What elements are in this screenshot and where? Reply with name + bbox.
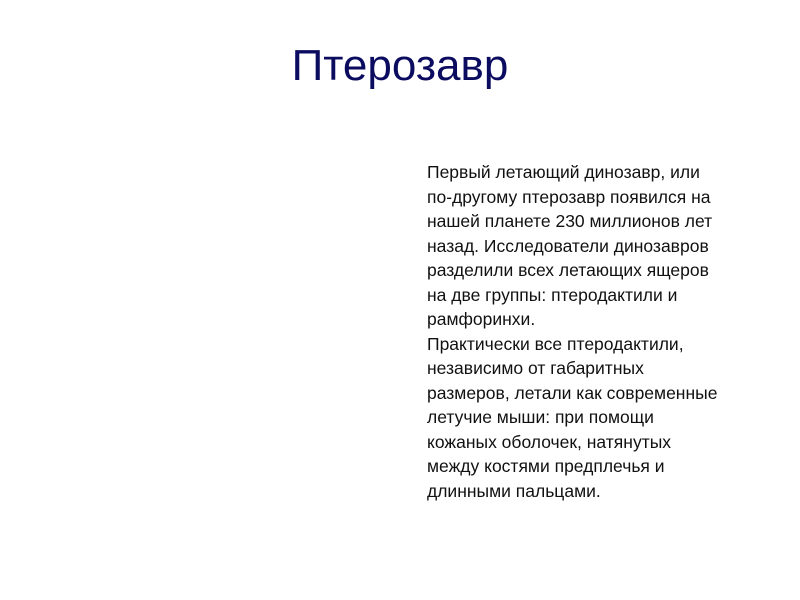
slide-body-text: [427, 160, 772, 503]
body-paragraph-2: Практически все птеродактили, независимо от габаритных размеров, летали как современные летучие мыши: при помощи кожаных оболочек, натянутых между костями предплечья и длинными пальцами.: [427, 333, 718, 501]
body-paragraph-1: Первый летающий динозавр, или по-другому птерозавр появился на нашей планете 230 миллионов лет назад. Исследователи динозавров разделили всех летающих ящеров на две группы: птеродактили и рамфоринхи.: [427, 162, 713, 329]
slide-title: Птерозавр: [291, 41, 509, 90]
